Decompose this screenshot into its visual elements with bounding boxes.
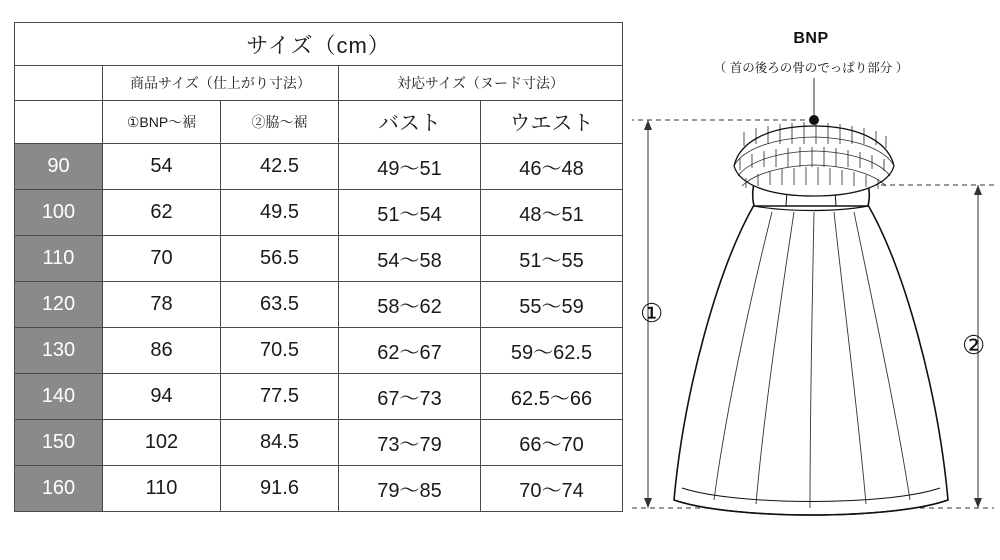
cell-side-hem: 42.5 (221, 144, 339, 190)
bnp-note: （ 首の後ろの骨のでっぱり部分 ） (713, 61, 909, 75)
cell-bnp-hem: 70 (103, 236, 221, 282)
cell-bust: 73〜79 (339, 420, 481, 466)
cell-bust: 54〜58 (339, 236, 481, 282)
cell-side-hem: 77.5 (221, 374, 339, 420)
cell-size: 110 (15, 236, 103, 282)
cell-waist: 62.5〜66 (481, 374, 623, 420)
cell-waist: 48〜51 (481, 190, 623, 236)
group-header-blank (15, 66, 103, 101)
cell-waist: 70〜74 (481, 466, 623, 512)
cell-size: 140 (15, 374, 103, 420)
dress-drawing (674, 176, 948, 515)
cell-bust: 49〜51 (339, 144, 481, 190)
marker-two-label: ② (962, 330, 986, 360)
size-table-container (14, 22, 622, 512)
column-header-side-hem: ②脇〜裾 (221, 101, 339, 144)
cell-bust: 58〜62 (339, 282, 481, 328)
cell-size: 150 (15, 420, 103, 466)
table-row (15, 374, 623, 420)
cell-bust: 62〜67 (339, 328, 481, 374)
cell-side-hem: 91.6 (221, 466, 339, 512)
table-row (15, 420, 623, 466)
table-group-header-row (15, 66, 623, 101)
cell-bnp-hem: 54 (103, 144, 221, 190)
bnp-point-dot (809, 115, 819, 125)
cell-bnp-hem: 86 (103, 328, 221, 374)
size-table (14, 22, 623, 512)
table-row (15, 190, 623, 236)
cell-side-hem: 84.5 (221, 420, 339, 466)
cell-bnp-hem: 94 (103, 374, 221, 420)
table-row (15, 328, 623, 374)
cell-bnp-hem: 110 (103, 466, 221, 512)
cell-side-hem: 56.5 (221, 236, 339, 282)
dress-illustration-panel (622, 0, 1000, 560)
cell-bust: 51〜54 (339, 190, 481, 236)
cell-side-hem: 70.5 (221, 328, 339, 374)
cell-waist: 46〜48 (481, 144, 623, 190)
cell-size: 130 (15, 328, 103, 374)
cell-bnp-hem: 78 (103, 282, 221, 328)
cell-bnp-hem: 102 (103, 420, 221, 466)
cell-side-hem: 63.5 (221, 282, 339, 328)
column-header-waist: ウエスト (481, 101, 623, 144)
group-header-body: 対応サイズ（ヌード寸法） (339, 66, 623, 101)
cell-waist: 51〜55 (481, 236, 623, 282)
cell-size: 120 (15, 282, 103, 328)
cell-bust: 67〜73 (339, 374, 481, 420)
cell-bnp-hem: 62 (103, 190, 221, 236)
cell-waist: 55〜59 (481, 282, 623, 328)
table-row (15, 236, 623, 282)
column-header-bnp-hem: ①BNP〜裾 (103, 101, 221, 144)
column-header-bust: バスト (339, 101, 481, 144)
cell-side-hem: 49.5 (221, 190, 339, 236)
cell-size: 160 (15, 466, 103, 512)
table-row (15, 144, 623, 190)
table-title-row (15, 23, 623, 66)
marker-one-label: ① (640, 298, 664, 328)
dress-diagram (622, 0, 1000, 560)
table-row (15, 282, 623, 328)
cell-bust: 79〜85 (339, 466, 481, 512)
cell-waist: 66〜70 (481, 420, 623, 466)
cell-waist: 59〜62.5 (481, 328, 623, 374)
group-header-product: 商品サイズ（仕上がり寸法） (103, 66, 339, 101)
bnp-label: BNP (793, 30, 829, 47)
cell-size: 100 (15, 190, 103, 236)
table-title: サイズ（cm） (15, 23, 623, 66)
table-row (15, 466, 623, 512)
cell-size: 90 (15, 144, 103, 190)
table-column-header-row (15, 101, 623, 144)
column-header-size (15, 101, 103, 144)
